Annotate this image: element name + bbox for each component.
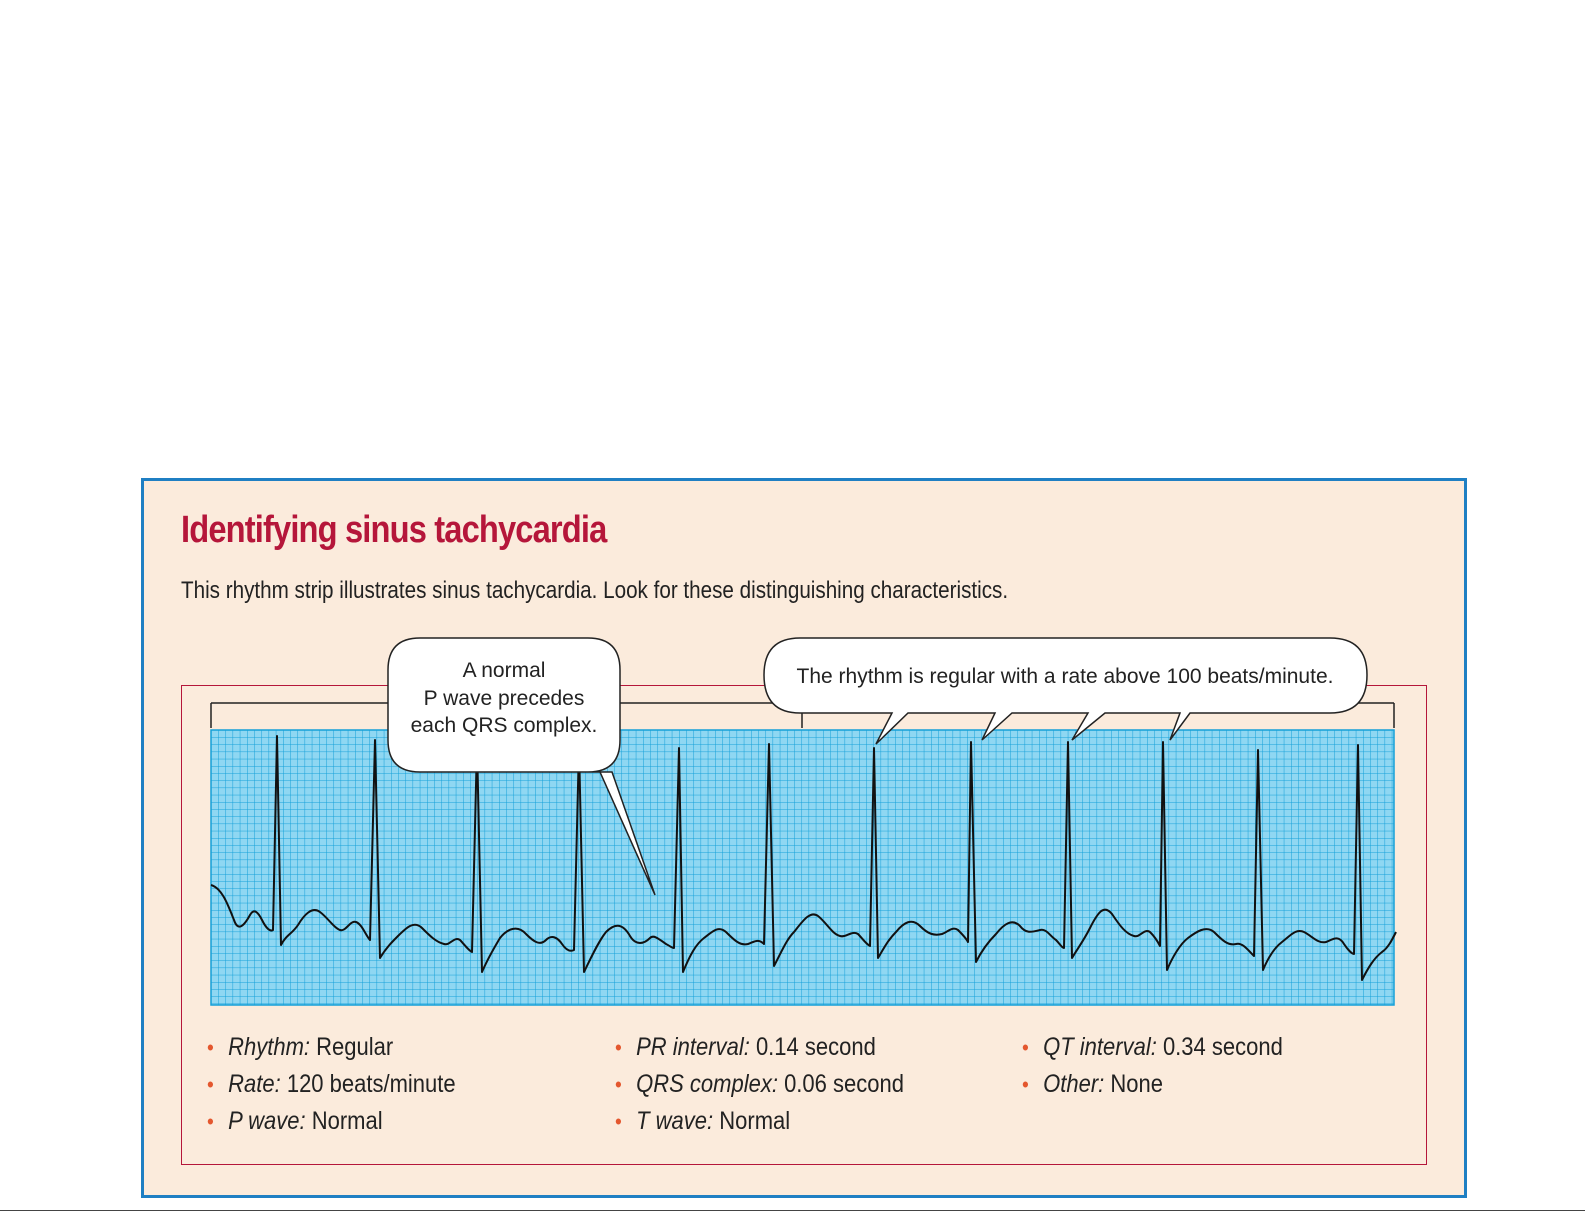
bullet-icon: • xyxy=(615,1072,622,1097)
feature-rate: • Rate: 120 beats/minute xyxy=(207,1066,456,1103)
feature-p-wave: • P wave: Normal xyxy=(207,1103,456,1140)
feature-t-wave: • T wave: Normal xyxy=(615,1103,904,1140)
feature-qrs-complex: • QRS complex: 0.06 second xyxy=(615,1066,904,1103)
bullet-icon: • xyxy=(207,1072,214,1097)
bullet-icon: • xyxy=(1022,1072,1029,1097)
p-wave-callout-line-3: each QRS complex. xyxy=(410,714,598,737)
ecg-grid xyxy=(211,730,1394,1005)
p-wave-callout-line-2: P wave precedes xyxy=(423,687,585,710)
rhythm-callout xyxy=(764,638,1367,744)
bullet-icon: • xyxy=(615,1109,622,1134)
feature-rhythm: • Rhythm: Regular xyxy=(207,1029,456,1066)
bullet-icon: • xyxy=(615,1035,622,1060)
p-wave-callout-line-1: A normal xyxy=(462,659,546,682)
page-bottom-rule xyxy=(0,1210,1585,1211)
feature-pr-interval: • PR interval: 0.14 second xyxy=(615,1029,904,1066)
rhythm-callout-text: The rhythm is regular with a rate above 100 beats/minute. xyxy=(796,665,1334,688)
feature-other: • Other: None xyxy=(1022,1066,1283,1103)
panel-subtitle: This rhythm strip illustrates sinus tachycardia. Look for these distinguishing characteristics. xyxy=(181,577,1009,604)
bullet-icon: • xyxy=(207,1109,214,1134)
feature-qt-interval: • QT interval: 0.34 second xyxy=(1022,1029,1283,1066)
bullet-icon: • xyxy=(1022,1035,1029,1060)
bullet-icon: • xyxy=(207,1035,214,1060)
panel-title: Identifying sinus tachycardia xyxy=(181,509,607,551)
